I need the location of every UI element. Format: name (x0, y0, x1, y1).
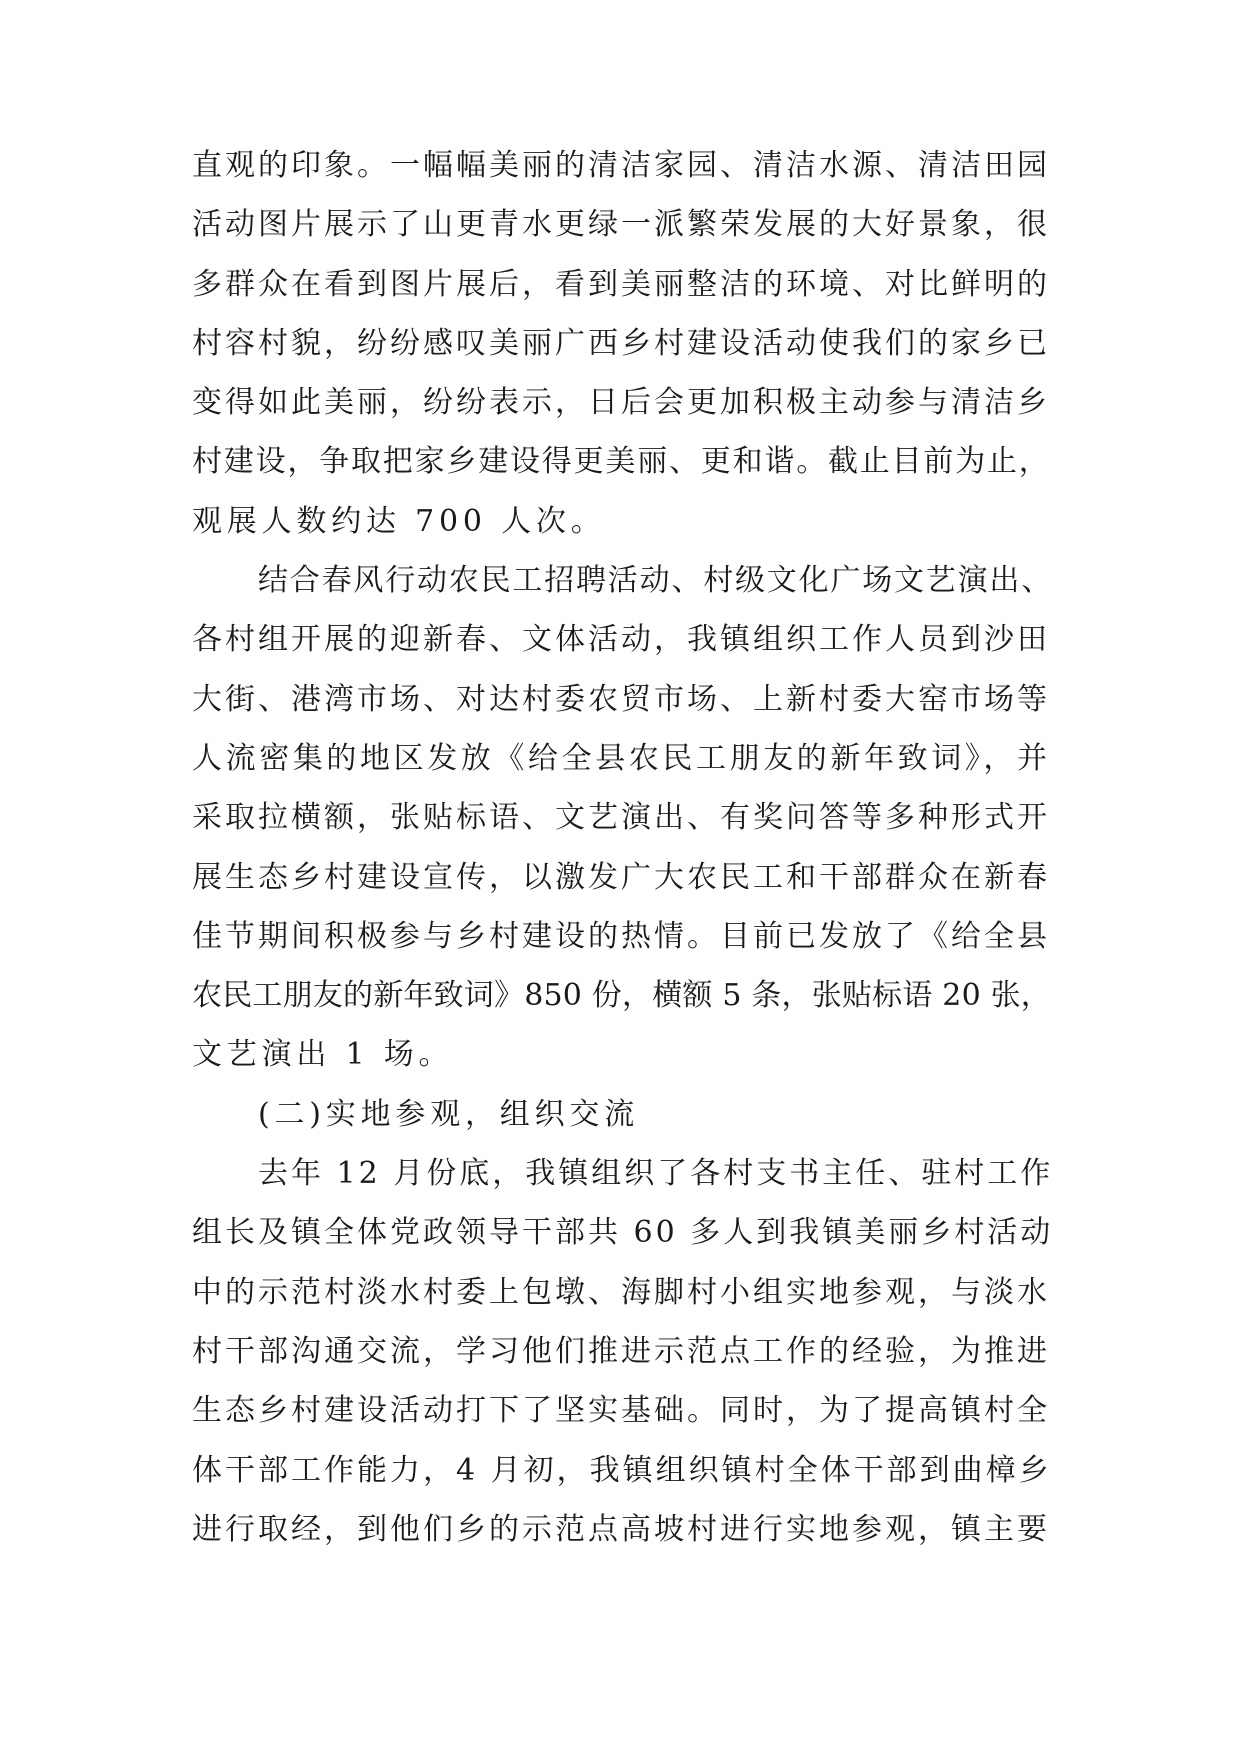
text-line: 文艺演出 1 场。 (192, 1037, 454, 1073)
text-line: 村建设，争取把家乡建设得更美丽、更和谐。截止目前为止， (192, 444, 1051, 480)
text-line: 村干部沟通交流，学习他们推进示范点工作的经验，为推进 (192, 1333, 1050, 1369)
text-line: 进行取经，到他们乡的示范点高坡村进行实地参观，镇主要 (192, 1511, 1050, 1547)
text-line: 村容村貌，纷纷感叹美丽广西乡村建设活动使我们的家乡已 (192, 325, 1050, 361)
text-line: 变得如此美丽，纷纷表示，日后会更加积极主动参与清洁乡 (192, 385, 1050, 421)
text-line: 农民工朋友的新年致词》850 份，横额 5 条，张贴标语 20 张， (192, 978, 1052, 1014)
text-line: 观展人数约达 700 人次。 (192, 503, 606, 539)
paragraph-first-line: 去年 12 月份底，我镇组织了各村支书主任、驻村工作 (258, 1156, 1054, 1192)
text-line: 展生态乡村建设宣传，以激发广大农民工和干部群众在新春 (192, 859, 1050, 895)
text-line: 体干部工作能力，4 月初，我镇组织镇村全体干部到曲樟乡 (192, 1452, 1052, 1488)
text-line: 各村组开展的迎新春、文体活动，我镇组织工作人员到沙田 (192, 622, 1050, 658)
text-line: 多群众在看到图片展后，看到美丽整洁的环境、对比鲜明的 (192, 266, 1050, 302)
text-line: 采取拉横额，张贴标语、文艺演出、有奖问答等多种形式开 (192, 800, 1050, 836)
text-line: 活动图片展示了山更青水更绿一派繁荣发展的大好景象，很 (192, 207, 1050, 243)
text-line: 佳节期间积极参与乡村建设的热情。目前已发放了《给全县 (192, 918, 1050, 954)
text-line: 人流密集的地区发放《给全县农民工朋友的新年致词》，并 (192, 740, 1051, 776)
text-line: 中的示范村淡水村委上包墩、海脚村小组实地参观，与淡水 (192, 1274, 1050, 1310)
document-body (192, 136, 1052, 1559)
text-line: 直观的印象。一幅幅美丽的清洁家园、清洁水源、清洁田园 (192, 148, 1050, 183)
section-heading: (二)实地参观，组织交流 (258, 1096, 640, 1132)
text-line: 大街、港湾市场、对达村委农贸市场、上新村委大窑市场等 (192, 681, 1050, 717)
text-line: 生态乡村建设活动打下了坚实基础。同时，为了提高镇村全 (192, 1393, 1050, 1429)
paragraph-first-line: 结合春风行动农民工招聘活动、村级文化广场文艺演出、 (258, 563, 1053, 599)
text-line: 组长及镇全体党政领导干部共 60 多人到我镇美丽乡村活动 (192, 1215, 1054, 1251)
